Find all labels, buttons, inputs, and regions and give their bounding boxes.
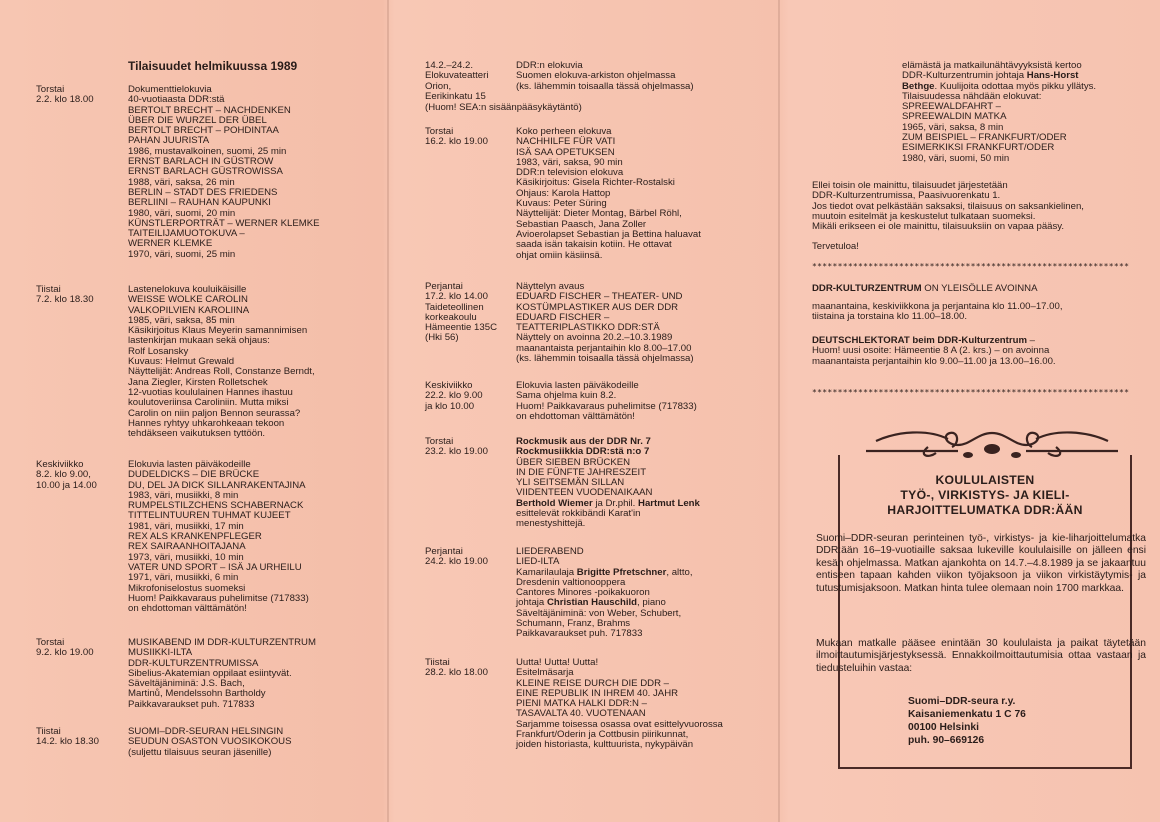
event-description: Dokumenttielokuvia 40-vuotiaasta DDR:stä BERTOLT BRECHT – NACHDENKEN ÜBER DIE WURZEL DER ÜBEL BERTOLT BRECHT – POHDINTAA PAHAN JUURISTA 1986, mustavalkoinen, suomi, 25 min ERNST BARLACH IN GÜSTROW ERNST BARLACH GÜSTROWISSA 1988, väri, saksa, 26 min BERLIN – STADT DES FRIEDENS BERLIINI – RAUHAN KAUPUNKI 1980, väri, suomi, 20 min KÜNSTLERPORTRÄT – WERNER KLEMKE TAITEILIJAMUOTOKUVA – WERNER KLEMKE 1970, väri, suomi, 25 min bbox=[128, 84, 320, 260]
event-date: Torstai 2.2. klo 18.00 bbox=[36, 84, 94, 106]
event-date: 14.2.–24.2. Elokuvateatteri Orion, Eerikinkatu 15 bbox=[425, 60, 489, 102]
address-line: 00100 Helsinki bbox=[908, 722, 979, 733]
event-date: Tiistai 7.2. klo 18.30 bbox=[36, 284, 94, 306]
school-trip-box bbox=[816, 455, 1146, 769]
event-text: ÜBER SIEBEN BRÜCKEN IN DIE FÜNFTE JAHRESZEIT YLI SEITSEMÄN SILLAN VIIDENTEEN VUODENAIKAAN bbox=[516, 456, 653, 499]
event-description: Koko perheen elokuva NACHHILFE FÜR VATI ISÄ SAA OPETUKSEN 1983, väri, saksa, 90 min DDR:n television elokuva Käsikirjoitus: Gisela Richter-Rostalski Ohjaus: Karola Hattop Kuvaus: Peter Süring Näyttelijät: Dieter Montag, Bärbel Röhl, Sebastian Paasch, Jana Zoller Avioerolapset Sebastian ja Bettina haluavat saada isän takaisin kotiin. He ottavat ohjat omiin käsiinsä. bbox=[516, 126, 701, 261]
event-description: Lastenelokuva kouluikäisille WEISSE WOLKE CAROLIN VALKOPILVIEN KAROLIINA 1985, väri, saksa, 85 min Käsikirjoitus Klaus Meyerin samannimisen lastenkirjan mukaan sekä ohjaus: Rolf Losansky Kuvaus: Helmut Grewald Näyttelijät: Andreas Roll, Constanze Berndt, Jana Ziegler, Kirsten Rolletschek 12-vuotias koululainen Hannes ihastuu koulutoveriinsa Caroliniin. Mutta miksi Carolin on niin paljon Bennon seurassa? Hannes ryhtyy uhkarohkeaan tekoon tehdäkseen vaikutuksen tyttöön. bbox=[128, 284, 315, 440]
event-title-bold: Rockmusik aus der DDR Nr. 7 bbox=[516, 436, 651, 447]
address-line: Suomi–DDR-seura r.y. bbox=[908, 696, 1016, 707]
event-date: Keskiviikko 22.2. klo 9.00 ja klo 10.00 bbox=[425, 380, 483, 412]
event-description: Uutta! Uutta! Uutta! Esitelmäsarja KLEINE REISE DURCH DIE DDR – EINE REPUBLIK IN IHREM 40. JAHR PIENI MATKA HALKI DDR:N – TASAVALTA 40. VUOTENAAN Sarjamme toisessa osassa ovat esittelyvuorossa Frankfurt/Oderin ja Cottbusin piirikunnat, joiden historiasta, kulttuurista, nykypäivän bbox=[516, 657, 723, 751]
welcome-text: Tervetuloa! bbox=[812, 241, 859, 252]
section-text: – Huom! uusi osoite: Hämeentie 8 A (2. krs.) – on avoinna maanantaista perjantaihin klo 9.00–11.00 ja 13.00–16.00. bbox=[812, 335, 1056, 367]
fold-line bbox=[778, 0, 780, 822]
event-description: Elokuvia lasten päiväkodeille Sama ohjelma kuin 8.2. Huom! Paikkavaraus puhelimitse (717833) on ehdottoman välttämätön! bbox=[516, 380, 697, 422]
event-description: SUOMI–DDR-SEURAN HELSINGIN SEUDUN OSASTON VUOSIKOKOUS (suljettu tilaisuus seuran jäsenille) bbox=[128, 726, 292, 758]
contact-address bbox=[908, 695, 1026, 747]
fold-line bbox=[387, 0, 389, 822]
star-divider: ************************************************************** bbox=[812, 262, 1130, 271]
event-date: Keskiviikko 8.2. klo 9.00, 10.00 ja 14.00 bbox=[36, 459, 97, 491]
speaker-name: Hans-Horst bbox=[1026, 70, 1079, 82]
page-title: Tilaisuudet helmikuussa 1989 bbox=[128, 59, 298, 73]
performer-name: Brigitte Pfretschner bbox=[576, 566, 667, 578]
event-date: Tiistai 28.2. klo 18.00 bbox=[425, 657, 488, 679]
box-paragraph: Suomi–DDR-seuran perinteinen työ-, virkistys- ja kie-liharjoittelumatka DDR:ään 16–19-vuotiaille saksaa lukeville koululaisille on jälleen ensi kesän ohjelmassa. Matkan ajankohta on 14.7.–4.8.1989 ja se jakaantuu entiseen tapaan kahden viikon työjaksoon ja viikon virkistäytymis- ja tutustumisjaksoon. Matkan hinta tulee olemaan noin 1700 markkaa. bbox=[816, 533, 1146, 594]
event-description: Näyttelyn avaus EDUARD FISCHER – THEATER- UND KOSTÜMPLASTIKER AUS DER DDR EDUARD FISCHER – TEATTERIPLASTIKKO DDR:STÄ Näyttely on avoinna 20.2.–10.3.1989 maanantaista perjantaihin klo 8.00–17.00 (ks. lähemmin toisaalla tässä ohjelmassa) bbox=[516, 281, 694, 365]
event-text: LIEDERABEND LIED-ILTA bbox=[516, 546, 584, 568]
section-title: DDR-KULTURZENTRUM bbox=[812, 283, 922, 294]
event-date: Perjantai 24.2. klo 19.00 bbox=[425, 546, 488, 568]
address-line: Kaisaniemenkatu 1 C 76 bbox=[908, 709, 1026, 720]
box-paragraph: Mukaan matkalle pääsee enintään 30 koululaista ja paikat täytetään ilmoittautumisjärjestyksessä. Ennakkoilmoittautumisia ottaa vastaan ja tiedusteluihin vastaa: bbox=[816, 638, 1146, 674]
deutschlektorat-info bbox=[812, 336, 1137, 367]
performer-name: Christian Hauschild bbox=[546, 597, 638, 609]
event-date: Torstai 23.2. klo 19.00 bbox=[425, 436, 488, 458]
kulturzentrum-hours bbox=[812, 284, 1132, 294]
event-date: Tiistai 14.2. klo 18.30 bbox=[36, 726, 99, 748]
section-title: DEUTSCHLEKTORAT beim DDR-Kulturzentrum bbox=[812, 335, 1027, 346]
box-title-line: TYÖ-, VIRKISTYS- JA KIELI- bbox=[900, 488, 1070, 502]
event-text: , piano Säveltäjäniminä: von Weber, Schubert, Schumann, Franz, Brahms Paikkavaraukset puh. 717833 bbox=[516, 597, 682, 640]
speaker-name: Bethge bbox=[902, 80, 935, 92]
event-note: (Huom! SEA:n sisäänpääsykäytäntö) bbox=[425, 102, 582, 113]
box-title bbox=[840, 473, 1130, 518]
box-title-line: KOULULAISTEN bbox=[935, 473, 1035, 487]
box-title-line: HARJOITTELUMATKA DDR:ÄÄN bbox=[887, 503, 1083, 517]
event-text: . Kuulijoita odottaa myös pikku yllätys. Tilaisuudessa nähdään elokuvat: SPREEWALDFAHRT – SPREEWALDIN MATKA 1965, väri, saksa, 8 min ZUM BEISPIEL – FRANKFURT/ODER ESIMERKIKSI FRANKFURT/ODER 1980, väri, suomi, 50 min bbox=[902, 80, 1097, 164]
star-divider: ************************************************************** bbox=[812, 388, 1130, 397]
event-text: , altto, Dresdenin valtionooppera Cantores Minores -poikakuoron johtaja bbox=[516, 566, 693, 609]
opening-hours-text: maanantaina, keskiviikkona ja perjantaina klo 11.00–17.00, tiistaina ja torstaina klo 11.00–18.00. bbox=[812, 301, 1063, 323]
event-description: MUSIKABEND IM DDR-KULTURZENTRUM MUSIIKKI-ILTA DDR-KULTURZENTRUMISSA Sibelius-Akatemian oppilaat esiintyvät. Säveltäjäniminä: J.S. Bach, Martinů, Mendelssohn Bartholdy Paikkavaraukset puh. 717833 bbox=[128, 637, 316, 710]
event-date: Torstai 16.2. klo 19.00 bbox=[425, 126, 488, 148]
event-description: DDR:n elokuvia Suomen elokuva-arkiston ohjelmassa (ks. lähemmin toisaalla tässä ohjelmassa) bbox=[516, 60, 694, 92]
event-description: Elokuvia lasten päiväkodeille DUDELDICKS – DIE BRÜCKE DU, DEL JA DICK SILLANRAKENTAJINA 1983, väri, musiikki, 8 min RUMPELSTILZCHENS SCHABERNACK TITTELINTUUREN TUHMAT KUJEET 1981, väri, musiikki, 17 min REX ALS KRANKENPFLEGER REX SAIRAANHOITAJANA 1973, väri, musiikki, 10 min VATER UND SPORT – ISÄ JA URHEILU 1971, väri, musiikki, 6 min Mikrofoniselostus suomeksi Huom! Paikkavaraus puhelimitse (717833) on ehdottoman välttämätön! bbox=[128, 459, 309, 615]
event-date: Perjantai 17.2. klo 14.00 Taideteollinen korkeakoulu Hämeentie 135C (Hki 56) bbox=[425, 281, 497, 344]
performer-name: Hartmut Lenk bbox=[638, 497, 700, 509]
event-continuation bbox=[902, 61, 1142, 164]
event-text: Kamarilaulaja bbox=[516, 566, 577, 578]
event-text: elämästä ja matkailunähtävyyksistä kertoo DDR-Kulturzentrumin johtaja bbox=[902, 60, 1082, 82]
section-title-rest: ON YLEISÖLLE AVOINNA bbox=[921, 283, 1038, 294]
general-info: Ellei toisin ole mainittu, tilaisuudet järjestetään DDR-Kulturzentrumissa, Paasivuorenkatu 1. Jos tiedot ovat pelkästään saksaksi, tilaisuus on saksankielinen, muutoin esitelmät ja keskustelut tulkataan suomeksi. Mikäli erikseen ei ole mainittu, tilaisuuksiin on vapaa pääsy. bbox=[812, 180, 1084, 233]
event-date: Torstai 9.2. klo 19.00 bbox=[36, 637, 94, 659]
event-text: ja Dr.phil. bbox=[592, 497, 639, 509]
address-line: puh. 90–669126 bbox=[908, 735, 985, 746]
event-text: esittelevät rokkibändi Karat'in menestyshittejä. bbox=[516, 508, 641, 530]
event-description bbox=[516, 437, 766, 530]
performer-name: Berthold Wiemer bbox=[516, 497, 593, 509]
event-description bbox=[516, 547, 766, 640]
event-title-bold: Rockmusiikkia DDR:stä n:o 7 bbox=[516, 446, 650, 458]
